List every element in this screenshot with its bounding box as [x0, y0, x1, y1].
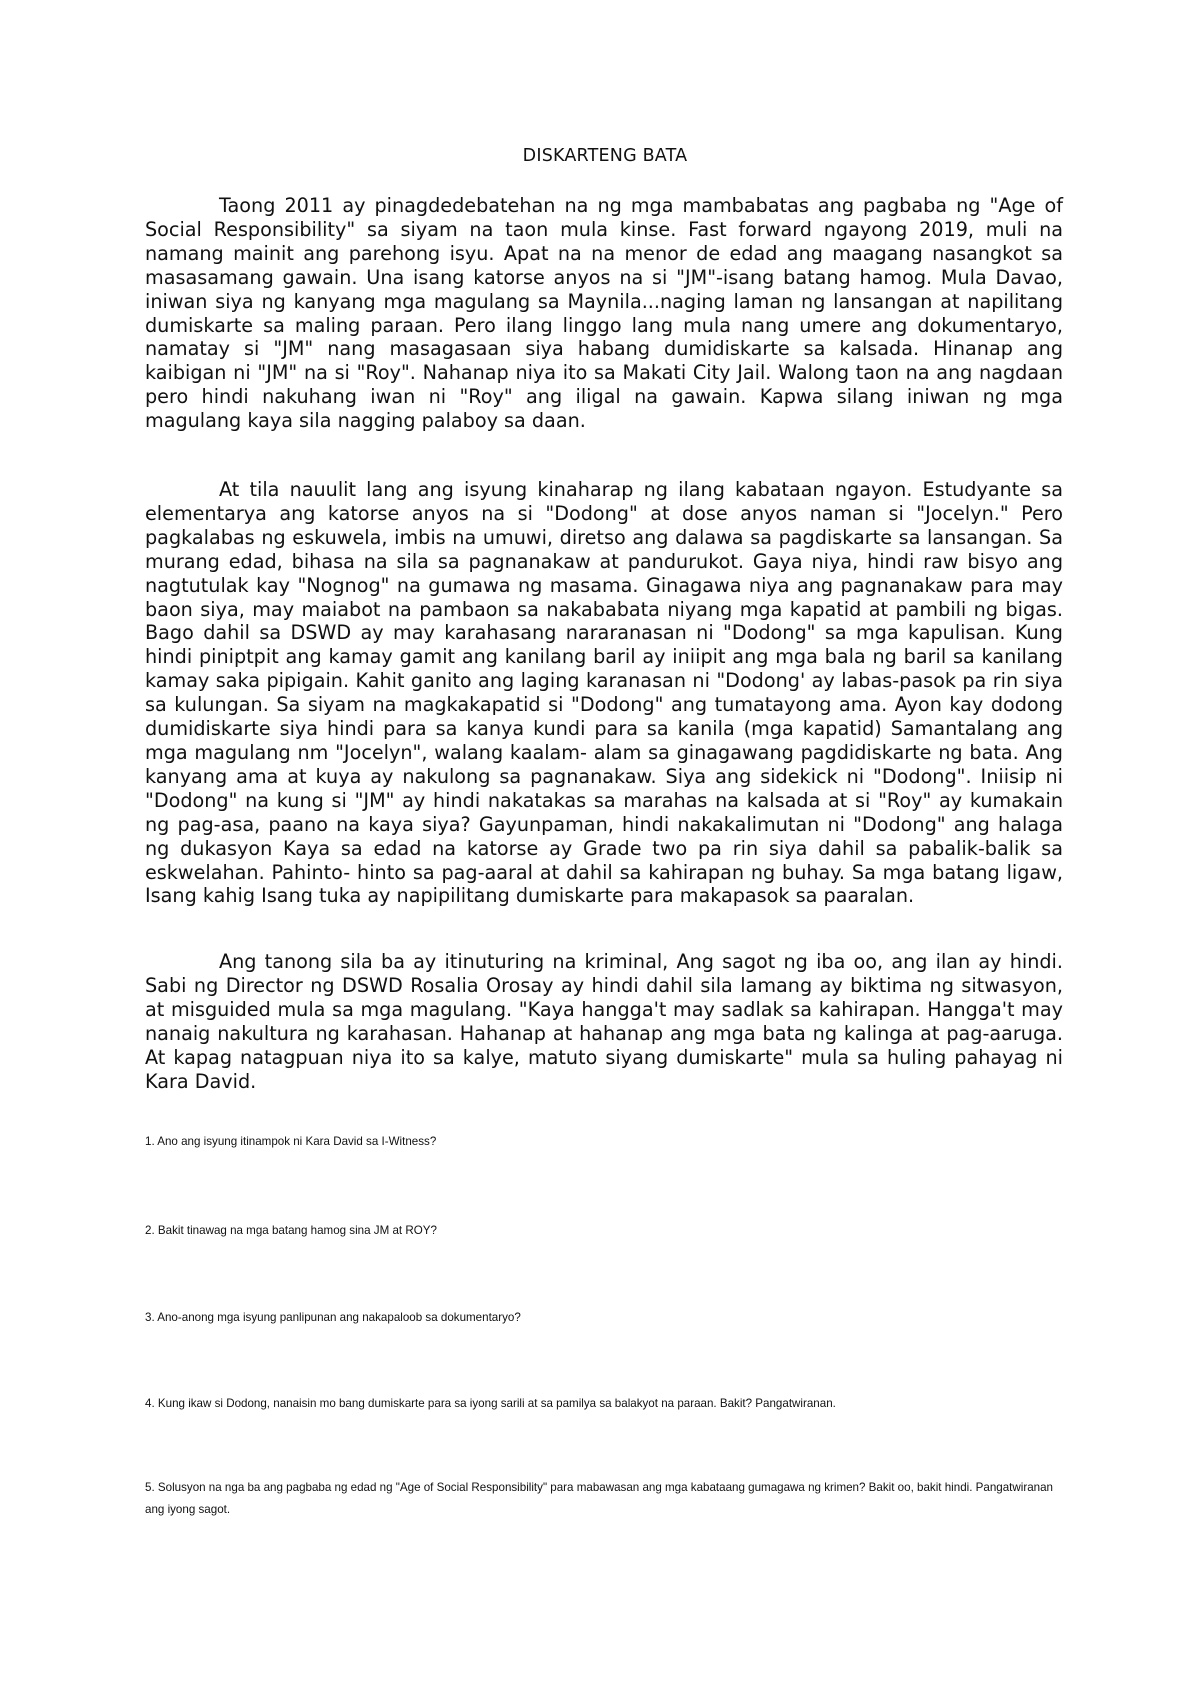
paragraph-1: Taong 2011 ay pinagdedebatehan na ng mga mambabatas ang pagbaba ng "Age of Social Responsibility" sa siyam na taon mula kinse. Fast forward ngayong 2019, muli na namang mainit ang parehong isyu. Apat na na menor de edad ang maagang nasangkot sa masasamang gawain. Una isang katorse anyos na si "JM"-isang batang hamog. Mula Davao, iniwan siya ng kanyang mga magulang sa Maynila...naging laman ng lansangan at napilitang dumiskarte sa maling paraan. Pero ilang linggo lang mula nang umere ang dokumentaryo, namatay si "JM" nang masagasaan siya habang dumidiskarte sa kalsada. Hinanap ang kaibigan ni "JM" na si "Roy". Nahanap niya ito sa Makati City Jail. Walong taon na ang nagdaan pero hindi nakuhang iwan ni "Roy" ang iligal na gawain. Kapwa silang iniwan ng mga magulang kaya sila nagging palaboy sa daan. [145, 194, 1063, 433]
question-5: 5. Solusyon na nga ba ang pagbaba ng edad ng "Age of Social Responsibility" para mabawasan ang mga kabataang gumagawa ng krimen? Bakit oo, bakit hindi. Pangatwiranan ang iyong sagot. [145, 1481, 1054, 1516]
question-4: 4. Kung ikaw si Dodong, nanaisin mo bang dumiskarte para sa iyong sarili at sa pamilya sa balakyot na paraan. Bakit? Pangatwiranan. [145, 1397, 836, 1410]
question-2: 2. Bakit tinawag na mga batang hamog sina JM at ROY? [145, 1224, 437, 1237]
question-3: 3. Ano-anong mga isyung panlipunan ang nakapaloob sa dokumentaryo? [145, 1311, 521, 1324]
paragraph-2: At tila nauulit lang ang isyung kinaharap ng ilang kabataan ngayon. Estudyante sa elementarya ang katorse anyos na si "Dodong" at dose anyos naman si "Jocelyn." Pero pagkalabas ng eskuwela, imbis na umuwi, diretso ang dalawa sa pagdiskarte sa lansangan. Sa murang edad, bihasa na sila sa pagnanakaw at pandurukot. Gaya niya, hindi raw bisyo ang nagtutulak kay "Nognog" na gumawa ng masama. Ginagawa niya ang pagnanakaw para may baon siya, may maiabot na pambaon sa nakababata niyang mga kapatid at pambili ng bigas. Bago dahil sa DSWD ay may karahasang nararanasan ni "Dodong" sa mga kapulisan. Kung hindi piniptpit ang kamay gamit ang kanilang baril ay iniipit ang mga bala ng baril sa kanilang kamay saka pipigain. Kahit ganito ang laging karanasan ni "Dodong' ay labas-pasok pa rin siya sa kulungan. Sa siyam na magkakapatid si "Dodong" ang tumatayong ama. Ayon kay dodong dumidiskarte siya hindi para sa kanya kundi para sa kanila (mga kapatid) Samantalang ang mga magulang nm "Jocelyn", walang kaalam- alam sa ginagawang pagdidiskarte ng bata. Ang kanyang ama at kuya ay nakulong sa pagnanakaw. Siya ang sidekick ni "Dodong". Iniisip ni "Dodong" na kung si "JM" ay hindi nakatakas sa marahas na kalsada at si "Roy" ay kumakain ng pag-asa, paano na kaya siya? Gayunpaman, hindi nakakalimutan ni "Dodong" ang halaga ng dukasyon Kaya sa edad na katorse ay Grade two pa rin siya dahil sa pabalik-balik sa eskwelahan. Pahinto- hinto sa pag-aaral at dahil sa kahirapan ng buhay. Sa mga batang ligaw, Isang kahig Isang tuka ay napipilitang dumiskarte para makapasok sa paaralan. [145, 478, 1063, 908]
question-1: 1. Ano ang isyung itinampok ni Kara David sa I-Witness? [145, 1135, 437, 1148]
paragraph-3: Ang tanong sila ba ay itinuturing na kriminal, Ang sagot ng iba oo, ang ilan ay hindi. Sabi ng Director ng DSWD Rosalia Orosay ay hindi dahil sila lamang ay biktima ng sitwasyon, at misguided mula sa mga magulang. "Kaya hangga't may sadlak sa kahirapan. Hangga't may nanaig nakultura ng karahasan. Hahanap at hahanap ang mga bata ng kalinga at pag-aaruga. At kapag natagpuan niya ito sa kalye, matuto siyang dumiskarte" mula sa huling pahayag ni Kara David. [145, 950, 1063, 1093]
document-title: DISKARTENG BATA [522, 146, 688, 166]
